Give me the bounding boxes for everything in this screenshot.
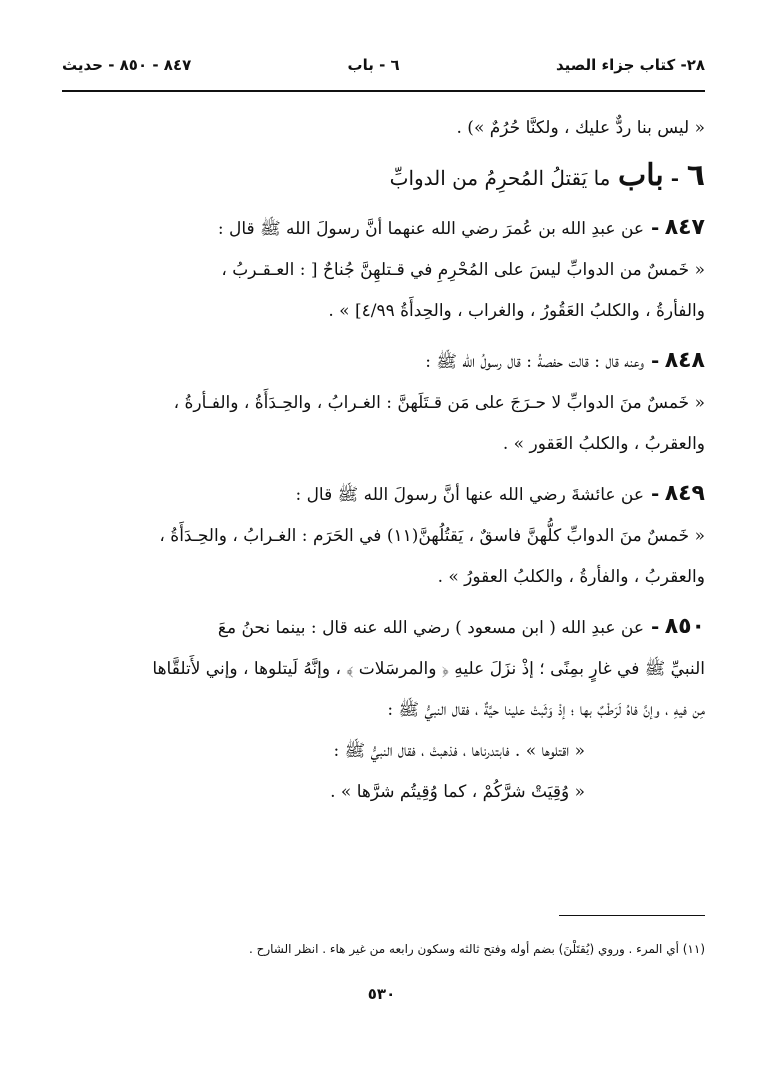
hadith-849-text: « خَمسٌ منَ الدوابِّ كلُّهنَّ فاسقٌ ، يَقتُلُهنَّ(١١) في الحَرَم : الغـرابُ ، والحِـدَأَةُ ، bbox=[159, 526, 705, 546]
hadith-850-text: النبيِّ ﷺ في غارٍ بمِنًى ؛ إذْ نزَلَ عليهِ ﴿ والمرسَلات ﴾ ، وإنَّهُ لَيتلوها ، وإني لأَتلقَّاها bbox=[152, 659, 705, 679]
hadith-number: ٨٤٩ bbox=[664, 481, 705, 506]
hadith-848-text: « خَمسٌ منَ الدوابِّ لا حـرَجَ على مَن قـتَلَهنَّ : الغـرابُ ، والحِـدَأَةُ ، والفـأرةُ ، bbox=[173, 393, 705, 413]
chapter-title: ما يَقتلُ المُحرِمُ من الدوابِّ bbox=[389, 166, 611, 190]
hadith-number: ٨٤٧ bbox=[664, 215, 705, 240]
hadith-number: ٨٤٨ bbox=[664, 348, 705, 373]
hadith-number: ٨٥٠ bbox=[664, 614, 705, 639]
hadith-847-text-cont: والفأرةُ ، والكلبُ العَقُورُ ، والغراب ، والحِدأَةُ ٤/٩٩] » . bbox=[328, 301, 705, 321]
main-text bbox=[62, 108, 705, 813]
header-chapter: ٦ - باب bbox=[347, 56, 400, 74]
footnote-divider bbox=[559, 915, 705, 916]
hadith-850-text-cont: مِن فيهِ ، وإنَّ فاهُ لَرَطْبٌ بها ؛ إذْ وَثَبتْ علينا حيَّةٌ ، فقال النبيُّ ﷺ : bbox=[387, 700, 705, 720]
hadith-848-text-cont: والعقربُ ، والكلبُ العَقور » . bbox=[502, 434, 705, 454]
hadith-850-quote-2: « وُقِيَتْ شرَّكُمْ ، كما وُقِيتُم شرَّها » . bbox=[330, 782, 585, 802]
hadith-850-quote-1: « اقتلوها » . فابتدرناها ، فذهبتْ ، فقال النبيُّ ﷺ : bbox=[333, 741, 585, 761]
running-header bbox=[62, 52, 705, 78]
header-hadith-range: ٨٤٧ - ٨٥٠ - حديث bbox=[62, 56, 192, 74]
hadith-847-text: « خَمسٌ من الدوابِّ ليسَ على المُحْرِمِ في قـتلهِنَّ جُناحٌ [ : العـقـربُ ، bbox=[221, 260, 705, 280]
hadith-848-lead: ٨٤٨ - وعنه قال : قالت حفصةُ : قال رسولُ الله ﷺ : bbox=[425, 348, 705, 373]
chapter-word: باب bbox=[618, 158, 664, 193]
page-number: ٥٣٠ bbox=[367, 985, 396, 1003]
header-book-title: ٢٨- كتاب جزاء الصيد bbox=[555, 56, 705, 74]
header-divider bbox=[62, 90, 705, 92]
chapter-number: ٦ bbox=[686, 158, 705, 193]
continued-line: « ليس بنا ردٌّ عليك ، ولكنَّا حُرُمٌ ») . bbox=[456, 118, 705, 138]
hadith-850-lead: ٨٥٠ - عن عبدِ الله ( ابن مسعود ) رضي الله عنه قال : بينما نحنُ معَ bbox=[217, 614, 705, 639]
hadith-847-lead: ٨٤٧ - عن عبدِ الله بن عُمرَ رضي الله عنهما أنَّ رسولَ الله ﷺ قال : bbox=[217, 215, 705, 240]
footnote: (١١) أي المرء . وروي (يُقتَلْنَ) بضم أوله وفتح ثالثه وسكون رابعه من غير هاء . انظر الشارح . bbox=[248, 942, 705, 956]
hadith-849-lead: ٨٤٩ - عن عائشةَ رضي الله عنها أنَّ رسولَ الله ﷺ قال : bbox=[295, 481, 705, 506]
hadith-849-text-cont: والعقربُ ، والفأرةُ ، والكلبُ العقورُ » . bbox=[437, 567, 705, 587]
chapter-heading: ٦ - باب ما يَقتلُ المُحرِمُ من الدوابِّ bbox=[389, 158, 705, 193]
